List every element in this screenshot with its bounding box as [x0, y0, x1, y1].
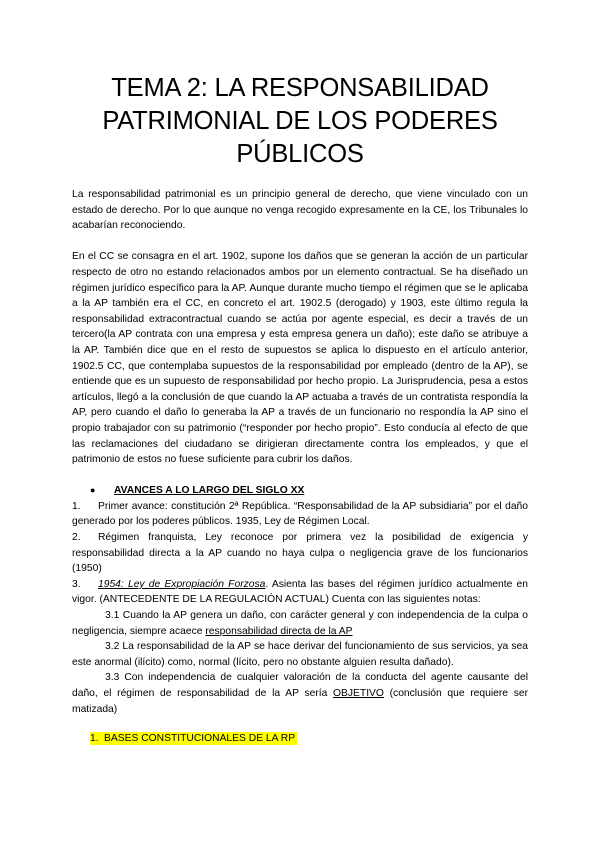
- section-heading-row: [90, 731, 528, 746]
- list-item-number: 1.: [72, 500, 81, 512]
- section-heading-number: 1.: [90, 733, 99, 745]
- list-item-text: Régimen franquista, Ley reconoce por primera vez la posibilidad de exigencia y responsabilidad directa a la AP cuando no haya culpa o negligencia grave de los funcionarios (1950): [72, 532, 528, 575]
- subitem-underlined: OBJETIVO: [333, 688, 384, 699]
- title-line-2: PATRIMONIAL DE LOS PODERES: [102, 107, 498, 135]
- subitem-3-3: [72, 670, 528, 717]
- list-item-number: 3.: [72, 578, 81, 590]
- list-item-number: 2.: [72, 532, 81, 544]
- law-reference: 1954: Ley de Expropiación Forzosa: [98, 578, 266, 590]
- intro-paragraph: La responsabilidad patrimonial es un principio general de derecho, que viene vinculado con un estado de derecho. Por lo que aunque no venga recogido expresamente en la CE, los Tribunales lo acabarían reconociendo.: [72, 189, 528, 232]
- cc-paragraph: En el CC se consagra en el art. 1902, supone los daños que se generan la acción de un particular respecto de otro no estando relacionados ambos por un elemento contractual. Se ha diseñado un régimen jurídico específico para la AP. Aunque durante mucho tiempo el régimen que se le aplicaba a la AP también era el CC, en concreto el art. 1902.5 (derogado) y 1903, este último regula la responsabilidad extracontractual cuando se actúa por agente especial, es decir a través de un tercero(la AP contrata con una empresa y esta empresa genera un daño); este daño se atribuye a la AP. También dice que en el resto de supuestos se aplica lo dispuesto en el artículo anterior, 1902.5 CC, que contemplaba supuestos de la responsabilidad por empleado (dentro de la AP), se entiende que es un supuesto de responsabilidad por hecho propio. La Jurisprudencia, pesa a estos artículos, llegó a la conclusión de que cuando la AP actuaba a través de un contratista respondía la AP, pero cuando el daño lo generaba la AP a través de un funcionario no respondía la AP sino el propio trabajador con su patrimonio (“responder por hecho propio”. Esto conducía al efecto de que las reclamaciones del ciudadano se dirigieran directamente contra los empleados, y que el patrimonio de estos no fuese suficiente para cubrir los daños.: [72, 251, 528, 466]
- list-item: [72, 577, 528, 608]
- subitem-text-tail: (conclusión que requiere ser matizada): [72, 688, 528, 715]
- bullet-heading: AVANCES A LO LARGO DEL SIGLO XX: [114, 485, 305, 497]
- subitem-text: 3.3 Con independencia de cualquier valoración de la conducta del agente causante del daño, el régimen de responsabilidad de la AP sería: [72, 672, 528, 699]
- title-line-3: PÚBLICOS: [236, 140, 364, 168]
- bullet-heading-row: [90, 483, 528, 499]
- list-item: [72, 499, 528, 530]
- subitem-text: 3.1 Cuando la AP genera un daño, con carácter general y con independencia de la culpa o negligencia, siempre acaece: [72, 610, 528, 637]
- section-heading: [90, 732, 297, 745]
- paragraph-gap: [72, 234, 528, 250]
- list-item-text: . Asienta las bases del régimen jurídico actualmente en vigor. (ANTECEDENTE DE LA REGULACIÓN ACTUAL) Cuenta con las siguientes notas:: [72, 578, 528, 606]
- bullet-dot-icon: ●: [90, 485, 96, 496]
- paragraph-gap: [72, 468, 528, 484]
- subitem-3-1: [72, 608, 528, 639]
- title-line-1: TEMA 2: LA RESPONSABILIDAD: [111, 74, 489, 102]
- subitem-underlined: responsabilidad directa de la AP: [205, 625, 353, 637]
- list-item-text: Primer avance: constitución 2ª República. “Responsabilidad de la AP subsidiaria” por el daño generado por los poderes públicos. 1935, Ley de Régimen Local.: [72, 500, 528, 528]
- section-heading-text: BASES CONSTITUCIONALES DE LA RP: [104, 733, 296, 745]
- subitem-text: 3.2 La responsabilidad de la AP se hace derivar del funcionamiento de sus servicios, ya sea este anormal (ilícito) como, normal (lícito, pero no obstante alguien resulta dañado).: [72, 641, 528, 668]
- subitem-3-2: [72, 639, 528, 670]
- page-title: [72, 72, 528, 171]
- list-item: [72, 530, 528, 577]
